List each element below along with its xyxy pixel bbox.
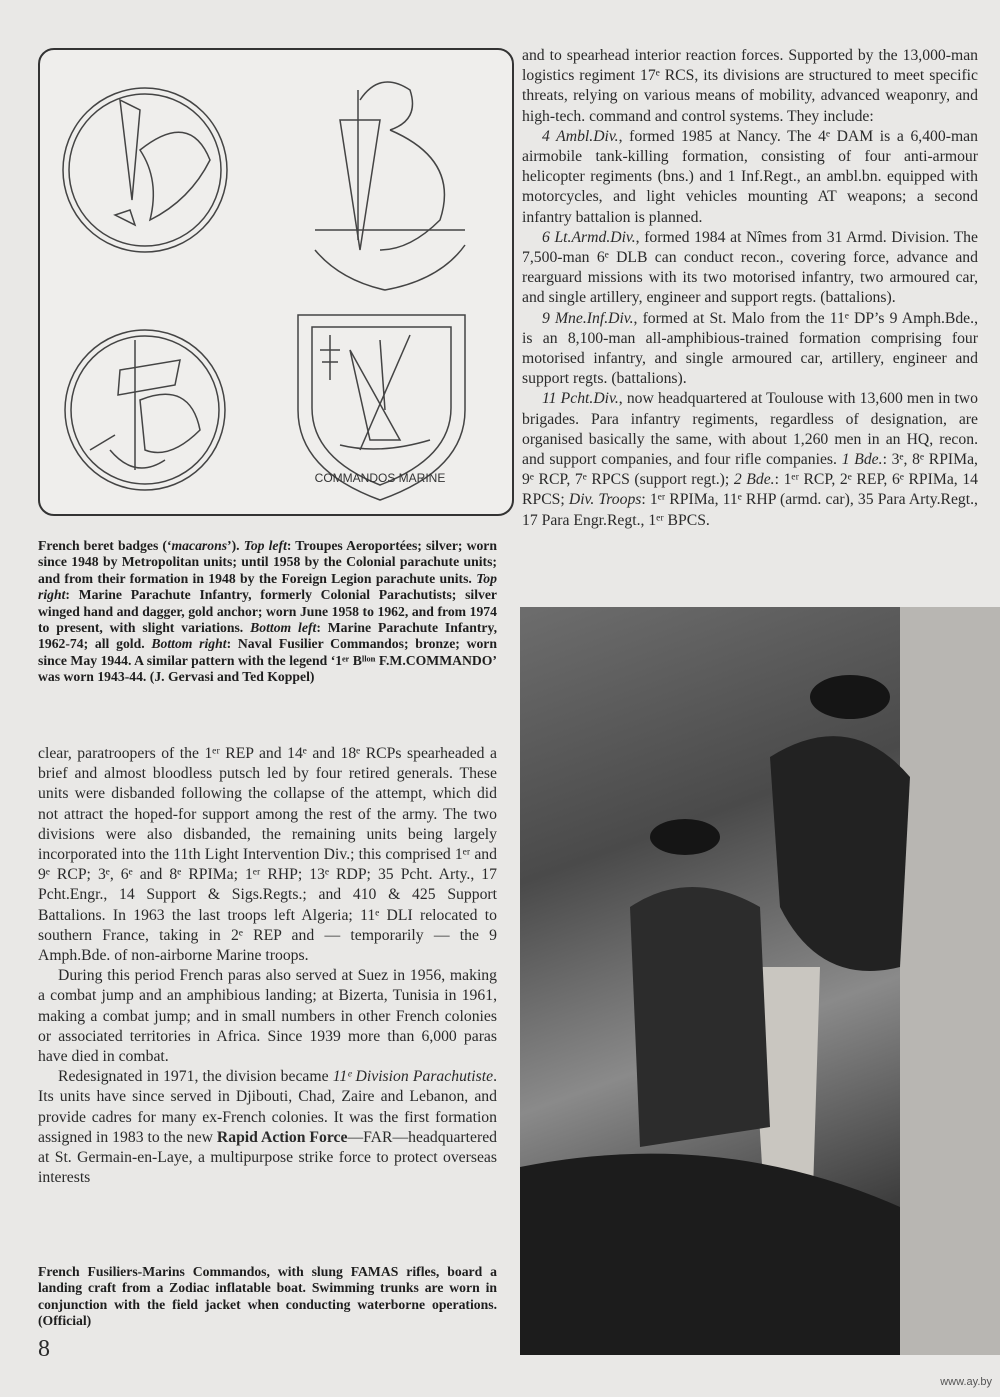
paragraph [522,389,978,530]
caption-text: French beret badges (‘ [38,538,172,553]
badge-marine-parachute-infantry-gold [65,330,225,490]
second-commando [630,887,770,1147]
unit-name: 9 Mne.Inf.Div. [542,309,634,327]
beret-badges-illustration [38,48,514,516]
badge-legend: COMMANDOS MARINE [314,471,446,485]
caption-italic: Top left [243,538,287,553]
badge-marine-parachute-infantry [315,82,465,290]
paragraph [38,1067,497,1188]
paragraph-text: , formed 1984 at Nîmes from 31 Armd. Division. The 7,500-man 6ᵉ DLB can conduct recon., covering force, advance and rearguard missions with its two motorised infantry, two armoured car, and single artillery, engineer and support regts. (battalions). [522,228,978,307]
badge-troupes-aeroportees [63,88,227,252]
caption-italic: Bottom left [250,620,317,636]
caption-italic: macarons [171,538,228,553]
paragraph-text: —FAR—headquartered at St. Germain-en-Laye, a multipurpose strike force to protect overseas interests [38,1128,498,1187]
caption-text: : Marine Parachute Infantry, 1962-74; all gold. [38,620,497,652]
paragraph [522,127,978,228]
unit-name: 11 Pcht.Div. [542,390,619,408]
unit-name: 1 Bde. [841,451,883,469]
unit-name: 2 Bde. [733,471,775,489]
paragraph: and to spearhead interior reaction forces. Supported by the 13,000-man logistics regiment 17ᵉ RCS, its divisions are structured to meet specific threats, relying on various means of mobility, advanced weaponry, and high-tech. command and control systems. They include: [522,47,978,125]
unit-name: 4 Ambl.Div. [542,127,619,145]
photo-caption: French Fusiliers-Marins Commandos, with slung FAMAS rifles, board a landing craft from a Zodiac inflatable boat. Swimming trunks are worn in conjunction with the field jacket when conducting waterborne operations. (Official) [38,1264,497,1329]
paragraph-text: : 1ᵉʳ RPIMa, 11ᵉ RHP (armd. car), 35 Para Arty.Regt., 17 Para Engr.Regt., 1ᵉʳ BPCS. [522,491,978,529]
paragraph-text: , formed at St. Malo from the 11ᵉ DP’s 9 Amph.Bde., is an 8,100-man all-amphibious-trained formation comprising four motorised infantry, and single armoured car, artillery, engineer and support regts. (battalions). [522,309,978,388]
landing-craft-hull [900,607,1000,1355]
paragraph-text: Redesignated in 1971, the division became [58,1068,333,1086]
division-name: 11ᵉ Division Parachutiste [332,1068,494,1086]
commando-jacket [770,736,910,971]
paragraph [522,309,978,390]
left-column-text [38,744,497,1188]
caption-italic: Bottom right [151,636,227,652]
unit-name: Div. Troops [568,491,642,509]
paragraph-text: . Its units have since served in Djibouti, Chad, Zaire and Lebanon, and provide cadres for many ex-French colonies. It was the first formation assigned in 1983 to the new [38,1068,497,1146]
caption-text: : Marine Parachute Infantry, formerly Colonial Parachutists; silver winged hand and dagger, gold anchor; worn June 1958 to 1962, and from 1974 to present, with slight variations. [38,587,497,636]
watermark: www.ay.by [940,1376,992,1388]
paragraph-text: , now headquartered at Toulouse with 13,600 men in two brigades. Para infantry regiments, regardless of designation, are organised basically the same, with about 1,260 men in an HQ, recon. and support companies, and four rifle companies. [522,390,978,469]
unit-name: 6 Lt.Armd.Div. [542,228,636,246]
paragraph-text: , formed 1985 at Nancy. The 4ᵉ DAM is a 6,400-man airmobile tank-killing formation, consisting of four anti-armour helicopter regiments (bns.) and 1 Inf.Regt., an ambl.bn. equipped with motorcycles, and light vehicles mounting AT weapons; a second infantry battalion is planned. [522,127,978,226]
commandos-photo [520,607,1000,1355]
zodiac-boat [520,1154,900,1355]
paragraph-text: : 1ᵉʳ RCP, 2ᵉ REP, 6ᵉ RPIMa, 14 RPCS; [522,471,979,509]
beret [810,675,890,719]
beret-second [650,819,720,855]
badges-caption [38,538,497,686]
paragraph-text: : 3ᵉ, 8ᵉ RPIMa, 9ᵉ RCP, 7ᵉ RPCS (support regt.); [522,451,978,489]
right-column-text [522,46,978,531]
paragraph: clear, paratroopers of the 1ᵉʳ REP and 14ᵉ and 18ᵉ RCPs spearheaded a brief and almost bloodless putsch led by four retired generals. These units were disbanded following the collapse of the attempt, which did not attract the hoped-for support among the rest of the army. The two divisions were also disbanded, the remaining units being largely incorporated into the 11th Light Intervention Div.; this comprised 1ᵉʳ and 9ᵉ RCP; 3ᵉ, 6ᵉ and 8ᵉ RPIMa; 1ᵉʳ RHP; 13ᵉ RDP; 35 Pcht. Arty., 17 Pcht.Engr., 14 Support & Sigs.Regts.; and 410 & 425 Support Battalions. In 1963 the last troops left Algeria; 11ᵉ DLI relocated to southern France, taking in 2ᵉ REP and — temporarily — the 9 Amph.Bde. of non-airborne Marine troops. [38,745,497,965]
caption-text: ’). [227,538,244,553]
paragraph [522,228,978,309]
page-number: 8 [38,1336,50,1362]
caption-italic: Top right [38,570,497,603]
caption-text: : Naval Fusilier Commandos; bronze; worn since May 1944. A similar pattern with the legend ‘1ᵉʳ Bˡˡᵒⁿ F.M.COMMANDO’ was worn 1943-44. (J. Gervasi and Ted Koppel) [38,636,497,685]
paragraph: During this period French paras also served at Suez in 1956, making a combat jump and an amphibious landing; at Bizerta, Tunisia in 1961, making a combat jump; and in small numbers in other French colonies or associated territories in Africa. Since 1939 more than 6,000 paras have died in combat. [38,967,497,1066]
caption-text: : Troupes Aeroportées; silver; worn since 1948 by Metropolitan units; until 1958 by the Colonial parachute units; and from their formation in 1948 by the Foreign Legion parachute units. [38,538,497,586]
rapid-action-force: Rapid Action Force [216,1128,348,1146]
